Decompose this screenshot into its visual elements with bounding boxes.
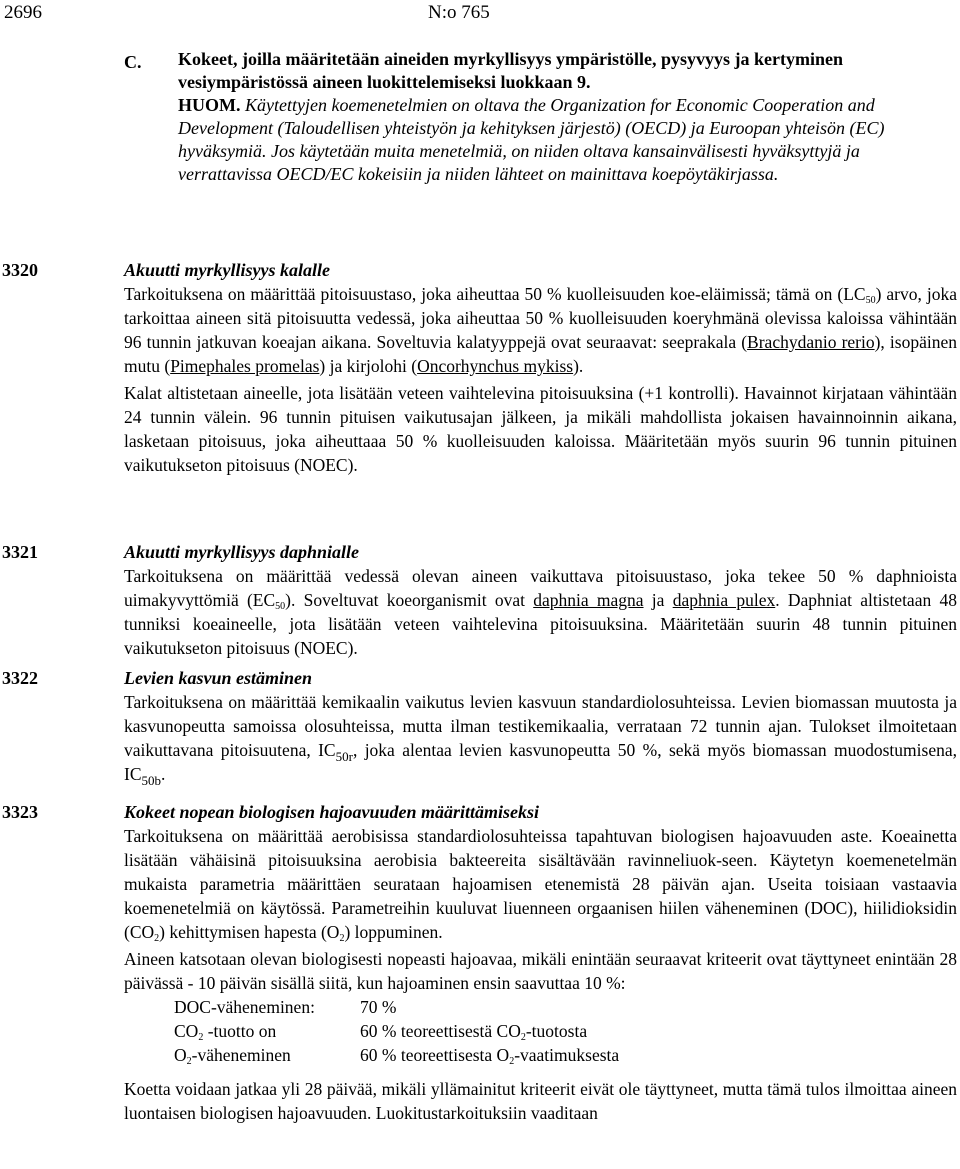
page-header: [4, 0, 956, 28]
entry-3320: [0, 258, 960, 477]
criteria-name: DOC-väheneminen:: [174, 997, 315, 1017]
species-name: Oncorhynchus mykiss: [417, 356, 574, 376]
entry-paragraph: Aineen katsotaan olevan biologisesti nopeasti hajoavaa, mikäli enintään seuraavat kriteerit ovat täyttyneet enintään 28 päivässä - 10 päivän sisällä siitä, kun hajoaminen ensin saavuttaa 10 %:: [124, 949, 957, 993]
entry-paragraph: Tarkoituksena on määrittää aerobisissa standardiolosuhteissa tapahtuvan biologisen hajoavuuden aste. Koeainetta lisätään vähäisinä pitoisuuksina aerobisia bakteereita sisältävään ravinneliuok-seen. Käytetyn koemenetelmän mukaista parametria määrittäen seurataan hajoamisen etenemistä 28 päivän ajan. Useita toisiaan vastaavia koemenetelmiä on käytössä. Parametreihin kuuluvat liuenneen orgaanisen hiilen väheneminen (DOC), hiilidioksidin $(CO_2)$ kehittymisen hapesta $(O_2)$ loppuminen.: [124, 826, 957, 944]
criteria-name: $CO_2$ -tuotto on: [174, 1021, 277, 1043]
entry-3321: [0, 540, 960, 660]
criteria-value: 60 % teoreettisesta $O_2$-vaatimuksesta: [360, 1045, 620, 1067]
entry-paragraph: Tarkoituksena on määrittää vedessä olevan aineen vaikuttava pitoisuustaso, joka tekee 50 % daphnioista uimakyvyttömiä $(EC_{50})$. Soveltuvat koeorganismit ovat daphnia magna ja daphnia pulex. Daphniat altistetaan 48 tunniksi koeaineelle, jota lisätään veteen vaihtelevina pitoisuuksina. Määritetään suurin 48 tunnin pituinen vaikutukseton pitoisuus (NOEC).: [124, 566, 957, 658]
section-letter: C.: [124, 52, 142, 72]
criteria-row: [174, 1019, 960, 1043]
note-label: HUOM.: [178, 95, 241, 115]
entry-title: Akuutti myrkyllisyys daphnialle: [124, 542, 360, 562]
entry-paragraph: Koetta voidaan jatkaa yli 28 päivää, mikäli yllämainitut kriteerit eivät ole täyttyneet, mutta tämä tulos ilmoittaa aineen luontaisen biologisen hajoavuuden. Luokitustarkoituksiin vaaditaan: [124, 1079, 957, 1123]
entry-3322: [0, 666, 960, 786]
entry-number: 3321: [2, 542, 38, 562]
entry-paragraph: Tarkoituksena on määrittää kemikaalin vaikutus levien kasvuun standardiolosuhteissa. Levien biomassan muutosta ja kasvunopeutta samoissa olosuhteissa, mutta ilman testikemikaalia, verrataan 72 tunnin ajan. Tulokset ilmoitetaan vaikuttavana pitoisuutena, $IC_{50r}$, joka alentaa levien kasvunopeutta 50 %, sekä myös biomassan muodostumisena, $IC_{50b}$.: [124, 692, 957, 788]
entry-title: Akuutti myrkyllisyys kalalle: [124, 260, 330, 280]
section-title: Kokeet, joilla määritetään aineiden myrkyllisyys ympäristölle, pysyvyys ja kertyminen vesiympäristössä aineen luokittelemiseksi luokkaan 9.: [178, 49, 843, 92]
entry-title: Kokeet nopean biologisen hajoavuuden määrittämiseksi: [124, 802, 540, 822]
entry-number: 3323: [2, 802, 38, 822]
section-note: [178, 94, 956, 186]
entry-title: Levien kasvun estäminen: [124, 668, 312, 688]
species-name: daphnia pulex: [672, 590, 776, 610]
species-name: Pimephales promelas: [170, 356, 320, 376]
issue-number: N:o 765: [428, 2, 490, 23]
criteria-value: 60 % teoreettisestä $CO_2$-tuotosta: [360, 1021, 588, 1043]
section-c: [124, 48, 956, 186]
criteria-row: [174, 995, 960, 1019]
entry-3323: [0, 800, 960, 1125]
criteria-value: 70 %: [360, 997, 397, 1017]
criteria-name: $O_2$-väheneminen: [174, 1045, 291, 1067]
criteria-row: [174, 1043, 960, 1067]
criteria-list: [174, 995, 960, 1067]
entry-paragraph: Tarkoituksena on määrittää pitoisuustaso, joka aiheuttaa 50 % kuolleisuuden koe-eläimissä; tämä on $(LC_{50})$ arvo, joka tarkoittaa aineen sitä pitoisuutta vedessä, joka aiheuttaa 50 % kuolleisuuden koeryhmänä olevissa kaloissa vähintään 96 tunnin jatkuvan koeajan aikana. Soveltuvia kalatyyppejä ovat seuraavat: seeprakala (Brachydanio rerio), isopäinen mutu (Pimephales promelas) ja kirjolohi (Oncorhynchus mykiss).: [124, 284, 957, 376]
entry-number: 3320: [2, 260, 38, 280]
species-name: daphnia magna: [533, 590, 644, 610]
entry-paragraph: Kalat altistetaan aineelle, jota lisätään veteen vaihtelevina pitoisuuksina (+1 kontrolli). Havainnot kirjataan vähintään 24 tunnin välein. 96 tunnin pituisen vaikutusajan jälkeen, ja mikäli mahdollista jokaisen havainnoinnin aikana, lasketaan pitoisuus, joka aiheuttaaa 50 % kuolleisuuden kaloissa. Määritetään myös suurin 96 tunnin pituinen vaikutukseton pitoisuus (NOEC).: [124, 383, 957, 475]
page-number: 2696: [4, 2, 42, 23]
species-name: Brachydanio rerio: [747, 332, 875, 352]
entry-number: 3322: [2, 668, 38, 688]
note-text: Käytettyjen koemenetelmien on oltava the Organization for Economic Cooperation and Development (Taloudellisen yhteistyön ja kehityksen järjestö) (OECD) ja Euroopan yhteisön (EC) hyväksymiä. Jos käytetään muita menetelmiä, on niiden oltava kansainvälisesti hyväksyttyjä ja verrattavissa OECD/EC kokeisiin ja niiden lähteet on mainittava koepöytäkirjassa.: [178, 95, 885, 184]
